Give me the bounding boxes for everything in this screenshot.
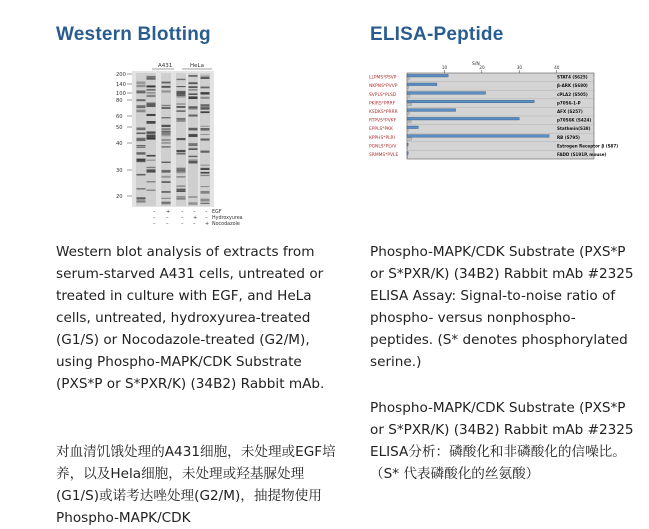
mw-marker-label: 100: [116, 91, 126, 97]
blot-band: [177, 186, 186, 187]
blot-band: [147, 167, 156, 168]
blot-band: [201, 111, 210, 113]
sign: –: [153, 221, 156, 227]
peptide-label: SVPLS*PLSD: [369, 92, 397, 98]
western-blot-figure: [116, 60, 256, 235]
sign: –: [205, 209, 208, 215]
treatment-label-egf: EGF: [212, 210, 222, 215]
blot-band: [177, 150, 186, 152]
blot-band: [162, 170, 171, 172]
mw-marker-label: 140: [116, 82, 126, 88]
peptide-label: EPPLS*PKK: [369, 127, 393, 133]
sign: +: [205, 221, 210, 227]
blot-band: [201, 97, 210, 99]
blot-band: [147, 92, 156, 93]
blot-band: [137, 197, 146, 199]
blot-band: [162, 162, 171, 163]
blot-band: [137, 110, 146, 113]
blot-band: [147, 114, 156, 116]
bar-nonphospho: [407, 112, 409, 114]
blot-band: [177, 104, 186, 105]
blot-band: [177, 119, 186, 122]
western-blotting-title: Western Blotting: [56, 24, 211, 45]
treatment-label-hydroxyurea: Hydroxyurea: [212, 216, 243, 221]
sign: +: [166, 209, 171, 215]
peptide-label: SRMMS*PVLE: [369, 153, 399, 158]
peptide-label: KPPHS*PLRI: [369, 135, 395, 141]
bar-nonphospho: [407, 103, 411, 105]
blot-band: [147, 155, 156, 157]
blot-band: [162, 132, 171, 134]
blot-band: [147, 181, 156, 182]
bar-nonphospho: [407, 121, 411, 123]
blot-band: [147, 86, 156, 87]
blot-band: [177, 198, 186, 200]
blot-band: [201, 92, 210, 94]
blot-band: [177, 176, 186, 177]
blot-band: [162, 202, 171, 203]
mw-marker-label: 40: [116, 141, 123, 147]
bar-phospho: [407, 152, 408, 155]
blot-band: [162, 86, 171, 88]
blot-band: [177, 138, 186, 140]
blot-band: [147, 121, 156, 124]
blot-band: [137, 159, 146, 160]
blot-band: [137, 128, 146, 130]
x-tick-label: 30: [516, 65, 523, 70]
bar-phospho: [407, 126, 418, 129]
bar-nonphospho: [407, 138, 412, 140]
blot-band: [162, 139, 171, 141]
bar-nonphospho: [407, 129, 408, 131]
protein-label: STAT4 (S625): [557, 74, 588, 80]
mw-markers: [116, 72, 132, 200]
sign: –: [205, 215, 208, 221]
blot-band: [147, 104, 156, 107]
blot-band: [137, 147, 146, 148]
sign: –: [166, 215, 169, 221]
mw-marker-label: 80: [116, 98, 123, 104]
sign: –: [181, 209, 184, 215]
blot-band: [177, 190, 186, 192]
blot-band: [189, 161, 198, 163]
blot-band: [201, 186, 210, 187]
blot-band: [189, 106, 198, 108]
blot-band: [162, 176, 171, 178]
blot-band: [189, 89, 198, 90]
peptide-label: LLPMS*PSVP: [369, 75, 397, 81]
blot-band: [201, 203, 210, 204]
protein-label: AFX (S257): [557, 109, 583, 114]
sign: –: [181, 215, 184, 221]
blot-band: [137, 138, 146, 141]
peptide-label: PGNLS*PLVV: [369, 144, 397, 150]
blot-band: [201, 175, 210, 176]
bar-phospho: [407, 92, 486, 95]
group-label-hela: HeLa: [190, 63, 204, 69]
blot-band: [137, 85, 146, 86]
blot-band: [189, 156, 198, 157]
mw-marker-label: 30: [116, 168, 123, 174]
mw-marker-label: 50: [116, 125, 123, 131]
blot-band: [162, 128, 171, 130]
blot-band: [137, 161, 146, 162]
blot-band: [189, 202, 198, 204]
blot-band: [201, 128, 210, 131]
blot-band: [201, 139, 210, 141]
blot-band: [137, 105, 146, 106]
blot-band: [189, 108, 198, 110]
blot-band: [137, 81, 146, 84]
x-tick-label: 20: [479, 65, 485, 70]
sign: –: [193, 221, 196, 227]
treatment-row-1: [153, 209, 222, 215]
blot-band: [147, 78, 156, 80]
bar-nonphospho: [407, 146, 408, 148]
blot-band: [201, 199, 210, 202]
blot-band: [137, 99, 146, 101]
mw-marker-label: 200: [116, 72, 126, 78]
blot-band: [201, 87, 210, 88]
blot-band: [189, 115, 198, 116]
blot-band: [189, 93, 198, 95]
protein-label: FADD (S191P, mouse): [557, 152, 607, 157]
blot-band: [177, 189, 186, 190]
group-label-a431: A431: [158, 63, 173, 69]
blot-band: [177, 196, 186, 198]
elisa-caption-2: Phospho-MAPK/CDK Substrate (PXS*P or S*PXR/K) (34B2) Rabbit mAb #2325 ELISA分析：磷酸化和非磷酸化的信噪比。（S* 代表磷酸化的丝氨酸）: [370, 400, 634, 482]
protein-label: Stathmin(S38): [557, 126, 591, 132]
bar-phospho: [407, 74, 448, 77]
blot-band: [177, 154, 186, 155]
sign: –: [153, 215, 156, 221]
elisa-caption-en: Phospho-MAPK/CDK Substrate (PXS*P or S*PXR/K) (34B2) Rabbit mAb #2325 ELISA Assay: Signal-to-noise ratio of phospho- versus nonphospho-peptides. (S* denotes phosphorylated serine.): [370, 244, 634, 370]
sign: +: [193, 215, 198, 221]
bar-phospho: [407, 143, 408, 146]
blot-band: [147, 89, 156, 91]
blot-band: [189, 160, 198, 161]
blot-band: [162, 125, 171, 127]
blot-band: [162, 90, 171, 92]
x-ticks: [442, 65, 560, 73]
blot-band: [201, 172, 210, 174]
blot-band: [201, 191, 210, 194]
blot-lane: [188, 73, 198, 206]
treatment-row-3: [153, 221, 240, 227]
bar-phospho: [407, 135, 549, 138]
blot-band: [189, 148, 198, 149]
bar-nonphospho: [407, 155, 408, 157]
blot-band: [162, 107, 171, 109]
bar-phospho: [407, 109, 456, 112]
blot-band: [177, 93, 186, 96]
mw-marker-label: 60: [116, 114, 123, 120]
blot-band: [201, 151, 210, 153]
blot-band: [201, 104, 210, 106]
blot-band: [189, 82, 198, 84]
peptide-label: KSDKS*PRRR: [369, 110, 398, 115]
blot-band: [162, 117, 171, 118]
blot-band: [162, 191, 171, 193]
sign: –: [193, 209, 196, 215]
elisa-peptide-title: ELISA-Peptide: [370, 24, 504, 45]
protein-label: cPLA2 (S505): [557, 91, 588, 97]
blot-band: [189, 135, 198, 138]
bar-phospho: [407, 117, 519, 120]
blot-band: [177, 110, 186, 112]
x-tick-label: 40: [554, 65, 560, 70]
blot-band: [201, 106, 210, 108]
blot-band: [162, 146, 171, 148]
blot-band: [137, 188, 146, 189]
blot-band: [147, 135, 156, 138]
blot-band: [147, 76, 156, 78]
blot-band: [201, 134, 210, 135]
blot-band: [137, 106, 146, 108]
x-tick-label: 10: [441, 65, 448, 70]
bar-nonphospho: [407, 86, 408, 88]
peptide-label: NKPNS*PVVP: [369, 84, 398, 90]
protein-label: RB (S795): [557, 134, 580, 140]
sign: –: [153, 209, 156, 215]
blot-band: [137, 133, 146, 134]
blot-band: [162, 198, 171, 199]
protein-label: p70S6K (S424): [557, 117, 592, 123]
bar-nonphospho: [407, 78, 409, 80]
blot-band: [177, 79, 186, 80]
peptide-label: PKIRS*PRRF: [369, 101, 396, 107]
blot-band: [201, 75, 210, 77]
blot-band: [177, 106, 186, 108]
blot-band: [147, 160, 156, 161]
blot-band: [147, 138, 156, 140]
treatment-label-nocodazole: Nocodazole: [212, 222, 240, 227]
blot-band: [137, 145, 146, 146]
western-caption-zh: 对血清饥饿处理的A431细胞，未处理或EGF培养，以及Hela细胞，未处理或羟基脲处理(G1/S)或诺考达唑处理(G2/M)，抽提物使用Phospho-MAPK/CDK: [56, 444, 336, 526]
blot-band: [201, 165, 210, 166]
mw-marker-label: 20: [116, 194, 123, 200]
elisa-chart: [369, 60, 639, 160]
blot-band: [137, 199, 146, 202]
blot-band: [177, 86, 186, 87]
blot-band: [189, 86, 198, 87]
blot-band: [177, 91, 186, 94]
x-axis-label: S/N: [472, 62, 480, 67]
blot-band: [137, 152, 146, 154]
blot-band: [137, 174, 146, 176]
blot-band: [189, 128, 198, 131]
bar-phospho: [407, 83, 437, 86]
bar-phospho: [407, 100, 534, 103]
sign: –: [181, 221, 184, 227]
blot-band: [201, 77, 210, 78]
blot-band: [177, 171, 186, 173]
blot-band: [162, 82, 171, 84]
western-caption-en: Western blot analysis of extracts from serum-starved A431 cells, untreated or treated in culture with EGF, and HeLa cells, untreated, hydroxyurea-treated (G1/S) or Nocodazole-treated (G2/M), using Phospho-MAPK/CDK Substrate (PXS*P or S*PXR/K) (34B2) Rabbit mAb.: [56, 244, 325, 392]
blot-band: [189, 143, 198, 146]
blot-band: [162, 181, 171, 183]
blot-band: [162, 143, 171, 144]
blot-band: [147, 95, 156, 97]
blot-band: [147, 190, 156, 191]
blot-band: [147, 170, 156, 173]
protein-label: β-ARK (S680): [557, 83, 588, 89]
blot-band: [137, 90, 146, 93]
protein-label: Estrogen Receptor β (S87): [557, 143, 619, 149]
protein-label: p70S6-1-P: [557, 100, 581, 106]
blot-band: [201, 168, 210, 169]
blot-band: [189, 96, 198, 99]
blot-band: [189, 196, 198, 197]
bar-nonphospho: [407, 95, 410, 97]
blot-band: [201, 126, 210, 127]
sign: –: [166, 221, 169, 227]
blot-band: [162, 105, 171, 106]
peptide-label: RTPVS*PVKF: [369, 118, 397, 124]
blot-band: [189, 75, 198, 76]
